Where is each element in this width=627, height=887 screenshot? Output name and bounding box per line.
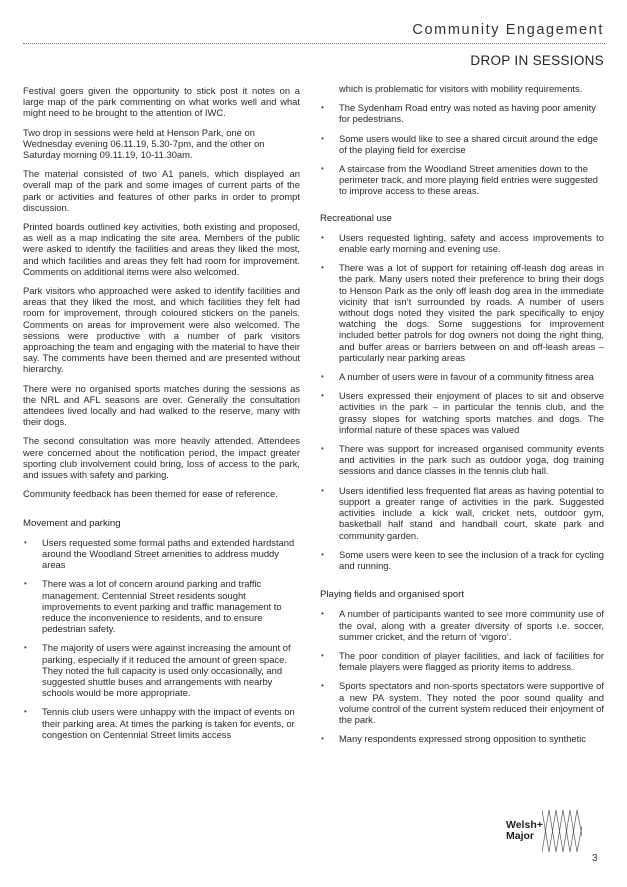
list-item: • Users requested some formal paths and extended hardstand around the Woodland Street amenities to address muddy areas — [23, 537, 300, 571]
list-item: • There was a lot of concern around parking and traffic management. Centennial Street residents sought improvements to event parking and traffic management to reduce the inconvenience to residents, and to ensure pedestrian safety. — [23, 578, 300, 634]
recreational-heading: Recreational use — [320, 212, 392, 224]
company-logo — [506, 806, 581, 856]
list-item: • The poor condition of player facilities, and lack of facilities for female players were flagged as priority items to address. — [320, 650, 604, 672]
logo-wordmark — [506, 820, 543, 842]
list-item: • Some users were keen to see the inclusion of a track for cycling and running. — [320, 549, 604, 571]
boards-paragraph: Printed boards outlined key activities, both existing and proposed, as well as a map indicating the site area. Members of the public were asked to identify the facilities and areas they liked the most, and which facilities and areas they felt had room for improvement. Comments on additional items were also welcomed. — [23, 221, 300, 277]
page-number: 3 — [592, 853, 598, 864]
list-item: • The majority of users were against increasing the amount of parking, especially if it reduced the amount of green space. They noted the full capacity is used only occasionally, and suggested shuttle buses and arrangements with nearby schools would be more appropriate. — [23, 642, 300, 698]
logo-line-1: Welsh+ — [506, 819, 543, 831]
list-item: • Users requested lighting, safety and access improvements to enable early morning and evening use. — [320, 232, 604, 254]
page-subtitle: DROP IN SESSIONS — [470, 53, 604, 68]
visitors-paragraph: Park visitors who approached were asked to identify facilities and areas that they liked the most, and which facilities they felt had room for improvement, through coloured stickers on the panels. Comments on areas for improvement were also welcomed. The sessions were productive with a number of park visitors approaching the team and engaging with the material to have their say. The comments have been themed and are presented without hierarchy. — [23, 285, 300, 375]
list-item: • There was a lot of support for retaining off-leash dog areas in the park. Many users noted their preference to bring their dogs to Henson Park as the only off leash dog area in the immediate vicinity that isn’t surrounded by roads. A number of users without dogs noted they visited the park specifically to enjoy watching the dogs. Some suggestions for improvement included better patrols for dog owners not doing the right thing, and buffer areas or barriers between on and off-leash areas – particularly near parking areas — [320, 262, 604, 363]
logo-line-2: Major — [506, 830, 535, 842]
movement-heading: Movement and parking — [23, 517, 121, 529]
list-item: • Some users would like to see a shared circuit around the edge of the playing field for exercise — [320, 133, 604, 155]
header-divider — [23, 43, 605, 44]
material-paragraph: The material consisted of two A1 panels, which displayed an overall map of the park and some images of current parts of the park or activities and features of other parks in order to prompt discussion. — [23, 168, 300, 213]
list-item: • A staircase from the Woodland Street amenities down to the perimeter track, and more playing field entries were suggested to improve access to these areas. — [320, 163, 604, 197]
second-consultation-paragraph: The second consultation was more heavily attended. Attendees were concerned about the notification period, the impact greater sporting club involvement could bring, loss of access to the park, and issues with safety and parking. — [23, 435, 300, 481]
list-item: • A number of users were in favour of a community fitness area — [320, 371, 604, 382]
list-item: • Users identified less frequented flat areas as having potential to support a greater range of activities in the park. Suggested activities include a kick wall, cricket nets, outdoor gym, basketball half stand and handball court, skate park and community garden. — [320, 485, 604, 541]
list-item-continuation: which is problematic for visitors with mobility requirements. — [339, 83, 583, 94]
list-item: • The Sydenham Road entry was noted as having poor amenity for pedestrians. — [320, 102, 604, 124]
list-item: • Many respondents expressed strong opposition to synthetic — [320, 733, 604, 744]
movement-list — [23, 537, 300, 740]
recreational-list — [320, 232, 604, 571]
right-column — [320, 83, 604, 752]
list-item: • Sports spectators and non-sports spectators were supportive of a new PA system. They noted the poor sound quality and volume control of the current system reduced their enjoyment of the park. — [320, 680, 604, 725]
list-item: • There was support for increased organised community events and activities in the park such as outdoor yoga, dog training sessions and dance classes in the tennis club hall. — [320, 443, 604, 477]
feedback-paragraph: Community feedback has been themed for ease of reference. — [23, 488, 278, 500]
playing-fields-list — [320, 608, 604, 744]
playing-fields-heading: Playing fields and organised sport — [320, 589, 464, 601]
intro-paragraph: Festival goers given the opportunity to stick post it notes on a large map of the park commenting on what works well and what might need to be brought to the attention of IWC. — [23, 85, 300, 119]
list-item: • A number of participants wanted to see more community use of the oval, along with a greater diversity of sports i.e. soccer, summer cricket, and the return of ‘vigoro’. — [320, 608, 604, 642]
list-item: • Users expressed their enjoyment of places to sit and observe activities in the park – in particular the tennis club, and the grassy slopes for watching sports matches and dogs. The informal nature of these spaces was valued — [320, 390, 604, 435]
sessions-paragraph: Two drop in sessions were held at Henson Park, one on Wednesday evening 06.11.19, 5.30-7pm, and the other on Saturday morning 09.11.19, 10-11.30am. — [23, 126, 265, 161]
movement-list-continued — [320, 83, 604, 197]
section-title: Community Engagement — [412, 22, 604, 38]
left-column — [23, 85, 300, 748]
logo-mark-icon — [542, 806, 582, 856]
list-item: • Tennis club users were unhappy with the impact of events on their parking area. At times the parking is taken for events, or congestion on Centennial Street limits access — [23, 706, 300, 740]
sports-paragraph: There were no organised sports matches during the sessions as the NRL and AFL seasons are over. Generally the consultation attendees lived locally and had walked to the reserve, many with their dogs. — [23, 382, 300, 428]
